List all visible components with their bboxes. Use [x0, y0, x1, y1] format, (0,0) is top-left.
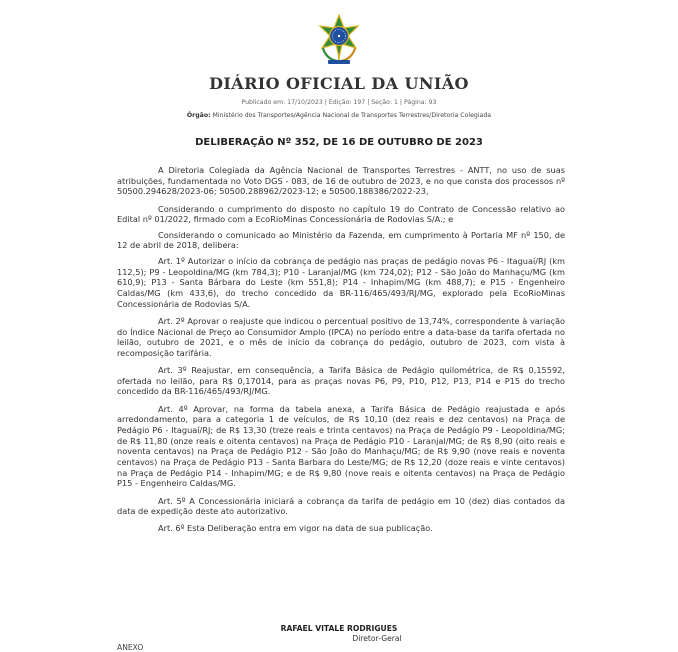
paragraph-art-4: Art. 4º Aprovar, na forma da tabela anexa, a Tarifa Básica de Pedágio reajustada e após arredondamento, para a categoria 1 de veículos, de R$ 10,10 (dez reais e dez centavos) na Praça de Pedágio P6 - Itaguaí/RJ; de R$ 13,30 (treze reais e trinta centavos) na Praça de Pedágio P9 - Leopoldina/MG; de R$ 11,80 (onze reais e oitenta centavos) na Praça de Pedágio P10 - Laranjal/MG; de R$ 8,90 (oito reais e noventa centavos) na Praça de Pedágio P12 - São João do Manhaçu/MG; de R$ 9,90 (nove reais e noventa centavos) na Praça de Pedágio P13 - Santa Barbara do Leste/MG; de R$ 12,20 (doze reais e vinte centavos) na Praça de Pedágio P14 - Inhapim/MG; e de R$ 9,80 (nove reais e oitenta centavos) na Praça de Pedágio P15 - Engenheiro Caldas/MG. — [117, 403, 565, 489]
paragraph-considerando-2: Considerando o comunicado ao Ministério da Fazenda, em cumprimento à Portaria MF nº 150, de 12 de abril de 2018, delibera: — [117, 229, 565, 251]
paragraph-art-2: Art. 2º Aprovar o reajuste que indicou o percentual positivo de 13,74%, correspondente à variação do Índice Nacional de Preço ao Consumidor Amplo (IPCA) no período entre a data-base da tarifa ofertada no leilão, outubro de 2021, e o mês de início da cobrança do pedágio, outubro de 2023, com vista à recomposição tarifária. — [117, 315, 565, 358]
organ-line — [0, 112, 678, 119]
paragraph-considerando-1: Considerando o cumprimento do disposto no capítulo 19 do Contrato de Concessão relativo ao Edital nº 01/2022, firmado com a EcoRioMinas Concessionária de Rodovias S/A.; e — [117, 203, 565, 225]
coat-of-arms-icon — [315, 14, 363, 66]
paragraph-art-5: Art. 5º A Concessionária iniciará a cobrança da tarifa de pedágio em 10 (dez) dias contados da data de expedição deste ato autorizativo. — [117, 495, 565, 517]
signatory-role: Diretor-Geral — [352, 634, 402, 643]
paragraph-art-6: Art. 6º Esta Deliberação entra em vigor na data de sua publicação. — [158, 523, 433, 534]
signatory-name: RAFAEL VITALE RODRIGUES — [280, 624, 398, 633]
organ-value: Ministério dos Transportes/Agência Nacional de Transportes Terrestres/Diretoria Colegiada — [212, 112, 492, 119]
document-heading: DELIBERAÇÃO Nº 352, DE 16 DE OUTUBRO DE 2023 — [195, 137, 483, 148]
document-body — [117, 165, 565, 540]
publication-info: Publicado em: 17/10/2023 | Edição: 197 | Seção: 1 | Página: 93 — [241, 99, 437, 106]
paragraph-art-1: Art. 1º Autorizar o início da cobrança de pedágio nas praças de pedágio novas P6 - Itaguaí/RJ (km 112,5); P9 - Leopoldina/MG (km 784,3); P10 - Laranjal/MG (km 724,02); P12 - São João do Manhaçu/MG (km 610,9); P13 - Santa Bárbara do Leste (km 551,8); P14 - Inhapim/MG (km 488,7); e P15 - Engenheiro Caldas/MG (km 433,6), do trecho concedido da BR-116/465/493/RJ/MG, explorado pela EcoRioMinas Concessionária de Rodovias S/A. — [117, 255, 565, 309]
annex-label: ANEXO — [117, 643, 144, 652]
paragraph-preamble: A Diretoria Colegiada da Agência Nacional de Transportes Terrestres - ANTT, no uso de suas atribuições, fundamentada no Voto DGS - 083, de 16 de outubro de 2023, e no que consta dos processos nº 50500.294628/2023-06; 50500.288962/2023-12; e 50500.188386/2022-23, — [117, 165, 565, 197]
gazette-title: DIÁRIO OFICIAL DA UNIÃO — [209, 74, 469, 93]
organ-label: Órgão: — [186, 112, 211, 119]
paragraph-art-3: Art. 3º Reajustar, em consequência, a Tarifa Básica de Pedágio quilométrica, de R$ 0,15592, ofertada no leilão, para R$ 0,17014, para as praças novas P6, P9, P10, P12, P13, P14 e P15 do trecho concedido da BR-116/465/493/RJ/MG. — [117, 365, 565, 397]
